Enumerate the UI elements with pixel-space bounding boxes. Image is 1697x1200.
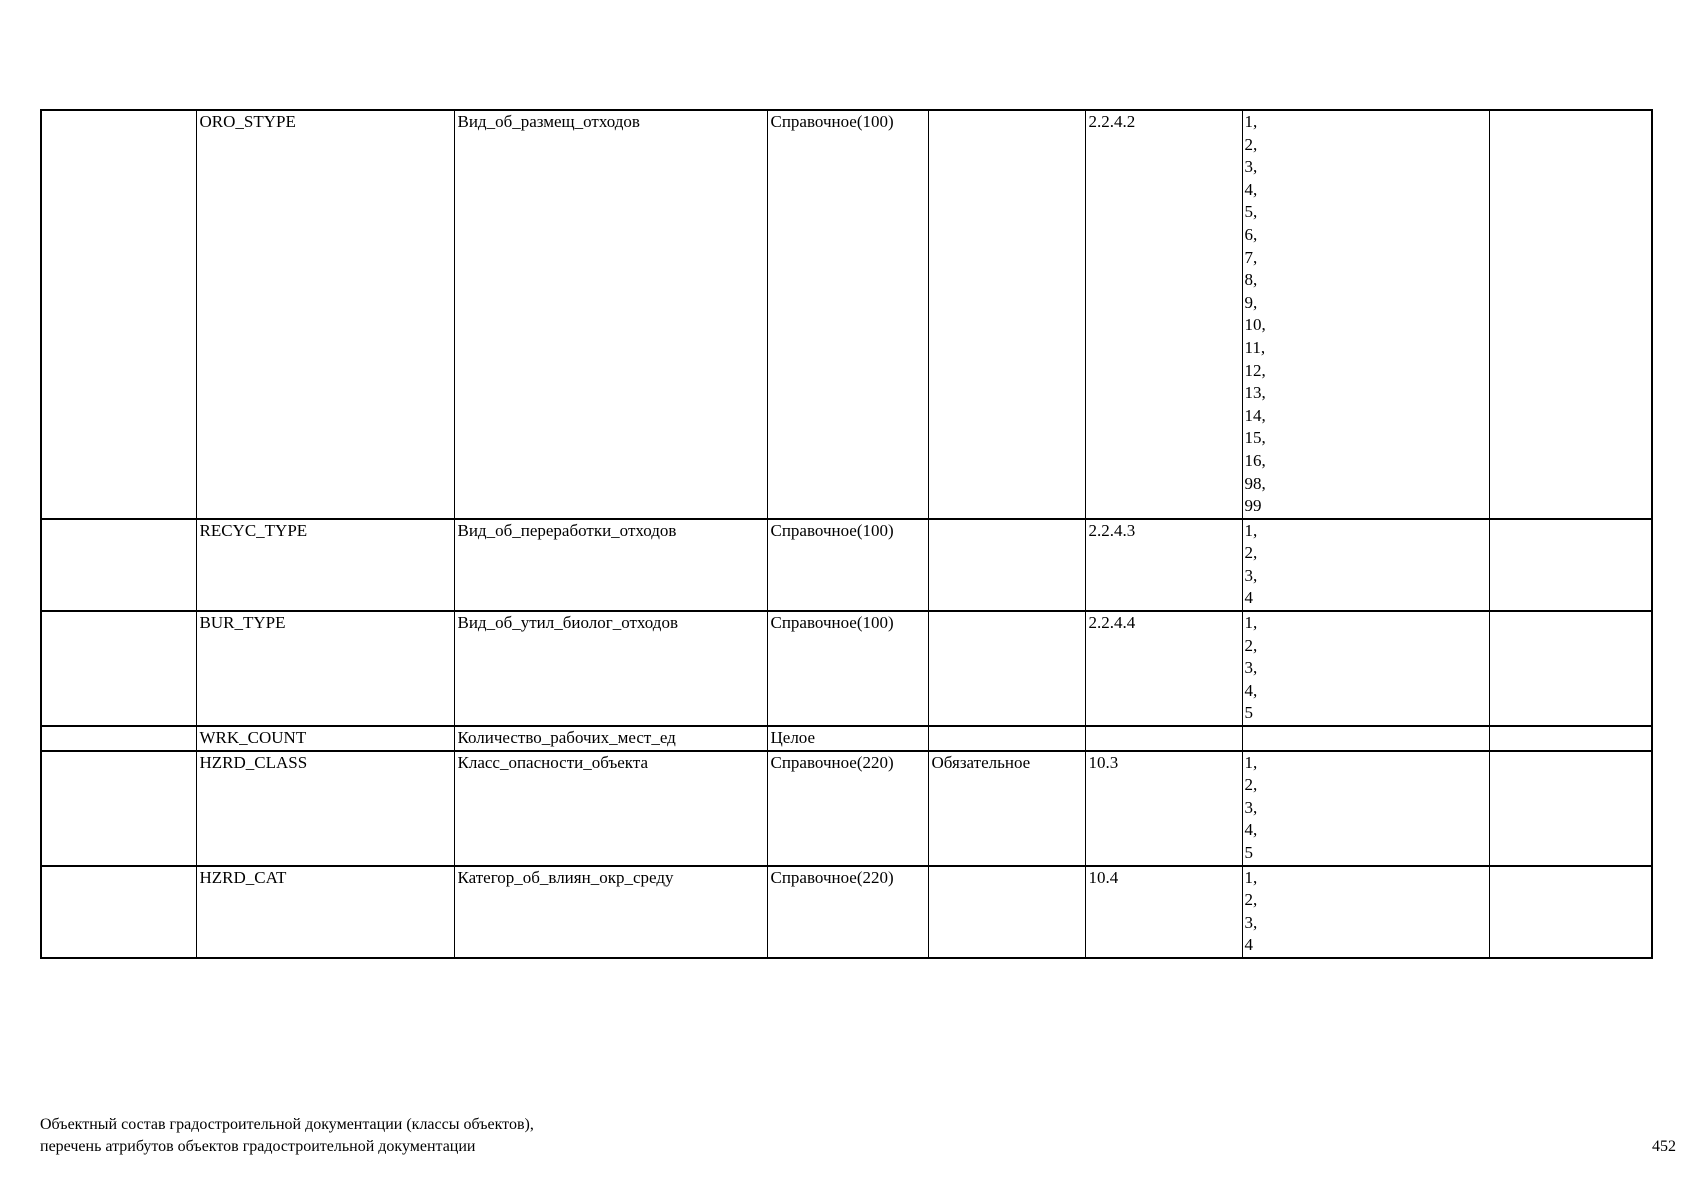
table-row: [41, 519, 1652, 611]
required-cell: [928, 611, 1085, 726]
value-code: 98,: [1244, 473, 1266, 493]
value-code: 1,: [1244, 613, 1258, 633]
section-cell: [1085, 726, 1242, 751]
section-cell: 2.2.4.4: [1085, 611, 1242, 726]
value-code: 1,: [1244, 867, 1258, 887]
value-code: 4,: [1244, 820, 1258, 840]
empty-cell: [41, 726, 196, 751]
empty-cell: [1489, 611, 1652, 726]
attribute-name-cell: Класс_опасности_объекта: [454, 751, 767, 866]
value-code: 2,: [1244, 134, 1258, 154]
value-code: 14,: [1244, 405, 1266, 425]
attribute-type-cell: Справочное(100): [767, 611, 928, 726]
table-row: [41, 611, 1652, 726]
section-cell: 10.3: [1085, 751, 1242, 866]
value-code: 7,: [1244, 247, 1258, 267]
empty-cell: [41, 519, 196, 611]
attribute-name-cell: Вид_об_переработки_отходов: [454, 519, 767, 611]
value-code: 5: [1244, 703, 1253, 723]
value-code: 5: [1244, 843, 1253, 862]
value-code: 3,: [1244, 157, 1258, 177]
value-code: 11,: [1244, 337, 1266, 357]
values-cell: [1242, 866, 1489, 958]
values-cell: [1242, 726, 1489, 751]
value-code: 10,: [1244, 315, 1266, 335]
empty-cell: [41, 110, 196, 519]
attribute-type-cell: Справочное(220): [767, 866, 928, 958]
required-cell: [928, 519, 1085, 611]
value-code: 16,: [1244, 450, 1266, 470]
value-code: 8,: [1244, 270, 1258, 290]
table-row: [41, 751, 1652, 866]
value-code: 2,: [1244, 775, 1258, 795]
attribute-name-cell: Количество_рабочих_мест_ед: [454, 726, 767, 751]
empty-cell: [1489, 519, 1652, 611]
value-code: 4: [1244, 588, 1253, 608]
attribute-type-cell: Целое: [767, 726, 928, 751]
attribute-code-cell: ORO_STYPE: [196, 110, 454, 519]
page-number: 452: [1652, 1138, 1676, 1155]
value-code: 6,: [1244, 224, 1258, 244]
value-code: 1,: [1244, 520, 1258, 540]
value-code: 4,: [1244, 179, 1258, 199]
attribute-code-cell: HZRD_CAT: [196, 866, 454, 958]
attribute-code-cell: BUR_TYPE: [196, 611, 454, 726]
value-code: 3,: [1244, 565, 1258, 585]
table-body: [41, 110, 1652, 958]
attribute-name-cell: Вид_об_размещ_отходов: [454, 110, 767, 519]
empty-cell: [41, 866, 196, 958]
values-cell: [1242, 519, 1489, 611]
table-row: [41, 726, 1652, 751]
attribute-code-cell: RECYC_TYPE: [196, 519, 454, 611]
value-code: 13,: [1244, 383, 1266, 403]
values-cell: [1242, 110, 1489, 519]
attribute-code-cell: WRK_COUNT: [196, 726, 454, 751]
value-code: 12,: [1244, 360, 1266, 380]
value-code: 2,: [1244, 543, 1258, 563]
values-cell: [1242, 611, 1489, 726]
attribute-type-cell: Справочное(220): [767, 751, 928, 866]
required-cell: Обязательное: [928, 751, 1085, 866]
empty-cell: [1489, 866, 1652, 958]
section-cell: 2.2.4.2: [1085, 110, 1242, 519]
value-code: 15,: [1244, 428, 1266, 448]
attribute-name-cell: Категор_об_влиян_окр_среду: [454, 866, 767, 958]
footer-line-2: перечень атрибутов объектов градостроительной документации: [40, 1137, 476, 1155]
value-code: 5,: [1244, 202, 1258, 222]
attribute-code-cell: HZRD_CLASS: [196, 751, 454, 866]
attribute-name-cell: Вид_об_утил_биолог_отходов: [454, 611, 767, 726]
footer-line-1: Объектный состав градостроительной документации (классы объектов),: [40, 1116, 534, 1133]
attribute-type-cell: Справочное(100): [767, 519, 928, 611]
value-code: 9,: [1244, 292, 1258, 312]
value-code: 99: [1244, 496, 1262, 516]
attribute-type-cell: Справочное(100): [767, 110, 928, 519]
value-code: 4,: [1244, 680, 1258, 700]
empty-cell: [1489, 726, 1652, 751]
required-cell: [928, 110, 1085, 519]
required-cell: [928, 866, 1085, 958]
footer-caption: [40, 1114, 534, 1157]
empty-cell: [41, 611, 196, 726]
section-cell: 10.4: [1085, 866, 1242, 958]
value-code: 1,: [1244, 112, 1258, 131]
value-code: 3,: [1244, 797, 1258, 817]
empty-cell: [1489, 110, 1652, 519]
value-code: 4: [1244, 935, 1253, 955]
value-code: 1,: [1244, 752, 1258, 772]
value-code: 2,: [1244, 635, 1258, 655]
attributes-table: [40, 109, 1653, 959]
required-cell: [928, 726, 1085, 751]
section-cell: 2.2.4.3: [1085, 519, 1242, 611]
value-code: 3,: [1244, 912, 1258, 932]
value-code: 2,: [1244, 890, 1258, 910]
table-row: [41, 110, 1652, 519]
empty-cell: [1489, 751, 1652, 866]
values-cell: [1242, 751, 1489, 866]
table-row: [41, 866, 1652, 958]
empty-cell: [41, 751, 196, 866]
value-code: 3,: [1244, 658, 1258, 678]
